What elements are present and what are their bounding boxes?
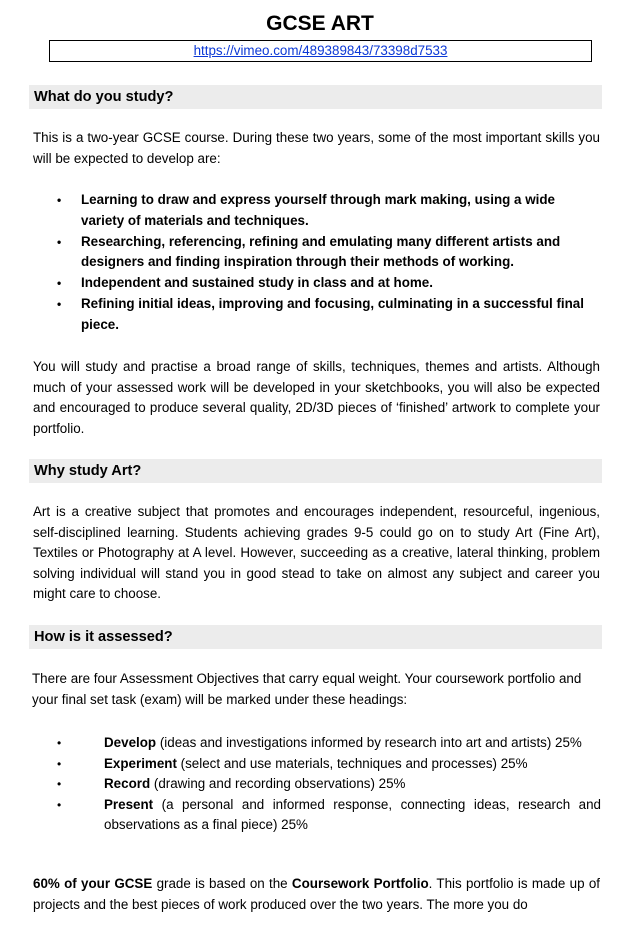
- objective-term: Develop: [104, 735, 157, 750]
- why-body: Art is a creative subject that promotes and encourages independent, resourceful, ingenious, self-disciplined learning. Students achieving grades 9-5 could go on to study Art (Fine Art), Textiles or Photography at A level. However, succeeding as a creative, lateral thinking, problem solving individual will stand you in good stead to take on almost any subject and career you might care to choose.: [33, 504, 600, 602]
- objective-term: Record: [104, 776, 151, 792]
- assessed-intro: There are four Assessment Objectives that carry equal weight. Your coursework portfolio and your final set task (exam) will be marked under these headings:: [32, 671, 582, 707]
- study-closing: You will study and practise a broad range of skills, techniques, themes and artists. Although much of your assessed work will be developed in your sketchbooks, you will also be expected and encouraged to produce several quality, 2D/3D pieces of ‘finished’ artwork to complete your portfolio.: [33, 359, 600, 436]
- study-intro: This is a two-year GCSE course. During these two years, some of the most important skills you will be expected to develop are:: [33, 130, 600, 166]
- vimeo-link[interactable]: https://vimeo.com/489389843/73398d7533: [193, 43, 448, 58]
- bullet-icon: •: [57, 276, 62, 291]
- list-item: [57, 754, 601, 775]
- list-item: [57, 795, 601, 836]
- bullet-icon: •: [57, 797, 62, 812]
- objective-desc: (a personal and informed response, connecting ideas, research and observations as a final piece) 25%: [104, 796, 601, 833]
- skills-list: [57, 190, 601, 336]
- list-item: • Independent and sustained study in class and at home.: [81, 273, 601, 294]
- section-heading-assessed: How is it assessed?: [29, 625, 602, 649]
- bullet-icon: •: [57, 297, 62, 312]
- bullet-icon: •: [57, 777, 62, 792]
- list-item: [57, 733, 601, 754]
- bullet-icon: •: [57, 756, 62, 771]
- objective-desc: (ideas and investigations informed by research into art and artists) 25%: [156, 735, 582, 750]
- section-heading-why-study: Why study Art?: [29, 459, 602, 483]
- list-item: [57, 774, 601, 795]
- objectives-list: [57, 733, 601, 836]
- objective-desc: (drawing and recording observations) 25%: [150, 776, 406, 792]
- objective-desc: (select and use materials, techniques and processes) 25%: [176, 755, 528, 771]
- list-item: • Refining initial ideas, improving and focusing, culminating in a successful final piece.: [57, 296, 584, 332]
- link-box: [49, 40, 592, 62]
- list-item: • Learning to draw and express yourself through mark making, using a wide variety of materials and techniques.: [57, 192, 555, 228]
- bullet-icon: •: [57, 234, 62, 249]
- list-item: • Researching, referencing, refining and emulating many different artists and designers and finding inspiration through their methods of working.: [57, 233, 561, 270]
- objective-term: Experiment: [104, 755, 177, 771]
- portfolio-note: 60% of your GCSE grade is based on the Coursework Portfolio. This portfolio is made up of projects and the best pieces of work produced over the two years. The more you do: [33, 876, 601, 912]
- bullet-icon: •: [57, 193, 62, 207]
- section-heading-what-study: What do you study?: [29, 85, 602, 109]
- bullet-icon: •: [57, 736, 62, 750]
- document-title: GCSE ART: [266, 12, 374, 35]
- objective-term: Present: [104, 796, 154, 812]
